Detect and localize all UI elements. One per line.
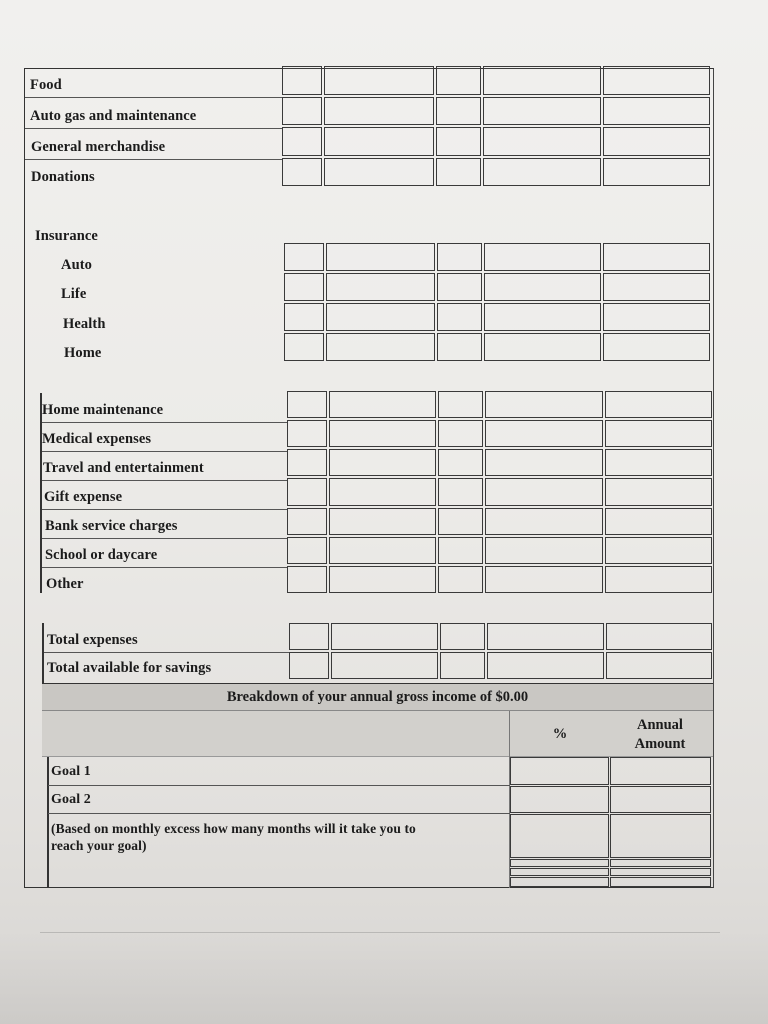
input-cell[interactable]: [605, 566, 712, 593]
input-cell[interactable]: [487, 652, 604, 679]
goal-1-percent-cell[interactable]: [510, 757, 609, 785]
input-cell[interactable]: [436, 66, 481, 95]
row-divider: [42, 538, 288, 539]
grid-totals: [289, 623, 714, 681]
grid-row: [284, 243, 714, 273]
grid-row: [282, 158, 714, 189]
input-cell[interactable]: [326, 243, 435, 271]
grid-other-expenses: [287, 391, 714, 595]
grid-daily-expenses: [282, 66, 714, 188]
row-divider: [42, 567, 288, 568]
input-cell[interactable]: [436, 158, 481, 187]
input-cell[interactable]: [485, 478, 603, 505]
input-cell[interactable]: [485, 449, 603, 476]
input-cell[interactable]: [289, 652, 329, 679]
input-cell[interactable]: [284, 333, 324, 361]
input-cell[interactable]: [282, 158, 322, 187]
label-donations: Donations: [31, 169, 95, 185]
extra-cell[interactable]: [610, 859, 711, 867]
input-cell[interactable]: [324, 158, 434, 187]
input-cell[interactable]: [326, 333, 435, 361]
input-cell[interactable]: [287, 478, 327, 505]
input-cell[interactable]: [282, 97, 322, 126]
section-left-rule: [40, 393, 42, 593]
grid-row: [284, 333, 714, 363]
grid-row: [289, 623, 714, 652]
label-goal-2: Goal 2: [51, 792, 91, 807]
input-cell[interactable]: [603, 158, 710, 187]
input-cell[interactable]: [605, 508, 712, 535]
label-insurance-home: Home: [64, 345, 102, 361]
input-cell[interactable]: [603, 303, 710, 331]
input-cell[interactable]: [438, 449, 483, 476]
goal-2-annual-cell[interactable]: [610, 786, 711, 813]
input-cell[interactable]: [282, 127, 322, 156]
grid-row: [287, 537, 714, 566]
input-cell[interactable]: [287, 391, 327, 418]
breakdown-header: [42, 683, 713, 711]
extra-cell[interactable]: [610, 877, 711, 887]
goal-1-annual-cell[interactable]: [610, 757, 711, 785]
paper-shadow: [0, 930, 768, 1024]
goal-note-line-2: reach your goal): [51, 838, 147, 853]
label-insurance-life: Life: [61, 286, 87, 302]
input-cell[interactable]: [485, 566, 603, 593]
input-cell[interactable]: [329, 537, 436, 564]
row-divider: [25, 97, 283, 98]
input-cell[interactable]: [329, 478, 436, 505]
input-cell[interactable]: [326, 273, 435, 301]
input-cell[interactable]: [284, 303, 324, 331]
input-cell[interactable]: [282, 66, 322, 95]
input-cell[interactable]: [603, 273, 710, 301]
input-cell[interactable]: [485, 537, 603, 564]
input-cell[interactable]: [603, 243, 710, 271]
row-divider: [41, 509, 288, 510]
paper-crease: [40, 932, 720, 933]
input-cell[interactable]: [484, 303, 601, 331]
row-divider: [40, 451, 288, 452]
grid-row: [287, 508, 714, 537]
row-divider: [40, 422, 288, 423]
label-school-daycare: School or daycare: [45, 547, 158, 563]
label-auto-gas: Auto gas and maintenance: [30, 108, 197, 124]
input-cell[interactable]: [287, 566, 327, 593]
input-cell[interactable]: [326, 303, 435, 331]
grid-row: [284, 303, 714, 333]
label-general-merchandise: General merchandise: [31, 139, 166, 155]
row-divider: [25, 128, 283, 129]
input-cell[interactable]: [606, 623, 712, 650]
input-cell[interactable]: [484, 243, 601, 271]
label-insurance-auto: Auto: [61, 257, 93, 273]
input-cell[interactable]: [437, 273, 482, 301]
input-cell[interactable]: [603, 333, 710, 361]
label-gift-expense: Gift expense: [44, 489, 123, 505]
grid-insurance: [284, 243, 714, 363]
input-cell[interactable]: [440, 623, 485, 650]
input-cell[interactable]: [603, 127, 710, 156]
row-divider: [42, 652, 290, 653]
input-cell[interactable]: [438, 566, 483, 593]
label-other: Other: [46, 576, 84, 592]
input-cell[interactable]: [483, 66, 601, 95]
input-cell[interactable]: [485, 508, 603, 535]
input-cell[interactable]: [483, 127, 601, 156]
label-food: Food: [30, 77, 62, 93]
label-medical-expenses: Medical expenses: [42, 431, 152, 447]
input-cell[interactable]: [324, 127, 434, 156]
row-divider: [41, 480, 288, 481]
extra-cell[interactable]: [510, 877, 609, 887]
input-cell[interactable]: [603, 97, 710, 126]
input-cell[interactable]: [287, 537, 327, 564]
label-insurance-heading: Insurance: [35, 228, 98, 244]
input-cell[interactable]: [605, 391, 712, 418]
input-cell[interactable]: [440, 652, 485, 679]
label-insurance-health: Health: [63, 316, 106, 332]
input-cell[interactable]: [329, 508, 436, 535]
input-cell[interactable]: [438, 478, 483, 505]
input-cell[interactable]: [331, 652, 438, 679]
input-cell[interactable]: [437, 243, 482, 271]
input-cell[interactable]: [329, 391, 436, 418]
input-cell[interactable]: [438, 391, 483, 418]
extra-cell[interactable]: [510, 868, 609, 876]
label-travel-entertainment: Travel and entertainment: [43, 460, 204, 476]
input-cell[interactable]: [485, 391, 603, 418]
grid-row: [282, 97, 714, 128]
input-cell[interactable]: [438, 537, 483, 564]
input-cell[interactable]: [605, 420, 712, 447]
input-cell[interactable]: [484, 333, 601, 361]
goal-2-percent-cell[interactable]: [510, 786, 609, 813]
input-cell[interactable]: [606, 652, 712, 679]
input-cell[interactable]: [436, 127, 481, 156]
breakdown-title: Breakdown of your annual gross income of $0.00: [226, 689, 529, 705]
input-cell[interactable]: [605, 537, 712, 564]
input-cell[interactable]: [605, 478, 712, 505]
input-cell[interactable]: [437, 333, 482, 361]
input-cell[interactable]: [284, 273, 324, 301]
months-percent-cell[interactable]: [510, 814, 609, 858]
input-cell[interactable]: [487, 623, 604, 650]
input-cell[interactable]: [484, 273, 601, 301]
section-left-rule: [42, 623, 44, 683]
input-cell[interactable]: [287, 508, 327, 535]
input-cell[interactable]: [329, 449, 436, 476]
label-home-maintenance: Home maintenance: [42, 402, 164, 418]
input-cell[interactable]: [485, 420, 603, 447]
input-cell[interactable]: [287, 420, 327, 447]
input-cell[interactable]: [483, 97, 601, 126]
input-cell[interactable]: [605, 449, 712, 476]
label-bank-service-charges: Bank service charges: [45, 518, 178, 534]
input-cell[interactable]: [329, 566, 436, 593]
grid-row: [282, 127, 714, 158]
input-cell[interactable]: [284, 243, 324, 271]
extra-cell[interactable]: [610, 868, 711, 876]
column-header-annual: Annual: [637, 717, 683, 733]
column-header-percent: %: [552, 726, 568, 742]
input-cell[interactable]: [329, 420, 436, 447]
input-cell[interactable]: [603, 66, 710, 95]
breakdown-left-rule: [47, 757, 49, 888]
input-cell[interactable]: [287, 449, 327, 476]
input-cell[interactable]: [436, 97, 481, 126]
input-cell[interactable]: [437, 303, 482, 331]
grid-row: [287, 391, 714, 420]
goal-note-line-1: (Based on monthly excess how many months will it take you to: [51, 821, 416, 836]
input-cell[interactable]: [483, 158, 601, 187]
label-goal-1: Goal 1: [51, 764, 91, 779]
column-header-amount: Amount: [634, 736, 686, 752]
grid-row: [289, 652, 714, 681]
input-cell[interactable]: [324, 66, 434, 95]
input-cell[interactable]: [324, 97, 434, 126]
months-annual-cell[interactable]: [610, 814, 711, 858]
grid-row: [287, 478, 714, 507]
label-total-expenses: Total expenses: [47, 632, 138, 648]
row-divider: [25, 159, 283, 160]
label-total-available-savings: Total available for savings: [47, 660, 212, 676]
input-cell[interactable]: [289, 623, 329, 650]
grid-row: [287, 566, 714, 595]
grid-row: [282, 66, 714, 97]
grid-row: [284, 273, 714, 303]
input-cell[interactable]: [438, 508, 483, 535]
row-divider: [48, 813, 510, 814]
grid-row: [287, 449, 714, 478]
extra-cell[interactable]: [510, 859, 609, 867]
grid-row: [287, 420, 714, 449]
input-cell[interactable]: [331, 623, 438, 650]
input-cell[interactable]: [438, 420, 483, 447]
row-divider: [48, 785, 510, 786]
